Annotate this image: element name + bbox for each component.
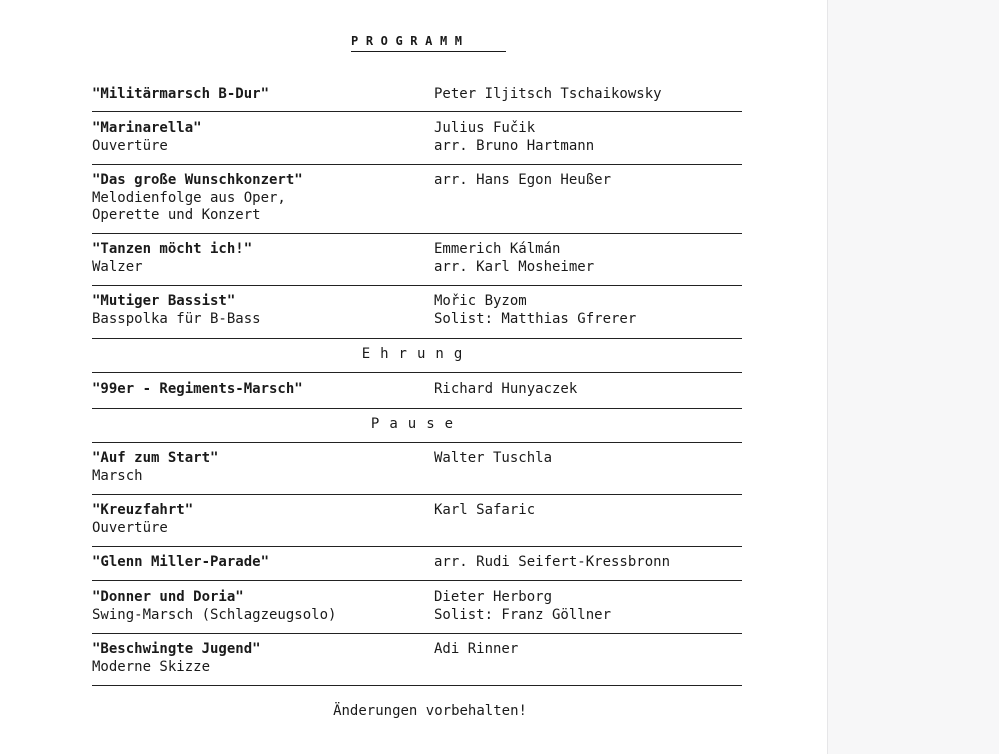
piece-subtitle: Melodienfolge aus Oper, bbox=[92, 189, 286, 206]
composer-column bbox=[434, 172, 744, 190]
composer-line: arr. Hans Egon Heußer bbox=[434, 172, 612, 188]
page-edge bbox=[827, 0, 999, 754]
piece-title: "Donner und Doria" bbox=[92, 589, 244, 605]
piece-column bbox=[92, 120, 432, 155]
piece-column bbox=[92, 86, 432, 104]
piece-subtitle: Ouvertüre bbox=[92, 519, 168, 536]
piece-title: "Tanzen möcht ich!" bbox=[92, 241, 253, 257]
composer-line: Solist: Franz Göllner bbox=[434, 606, 612, 623]
composer-column bbox=[434, 554, 744, 572]
composer-column bbox=[434, 641, 744, 659]
piece-subtitle: Marsch bbox=[92, 467, 143, 484]
composer-line: Solist: Matthias Gfrerer bbox=[434, 310, 637, 327]
piece-column bbox=[92, 450, 432, 485]
piece-title: "Mutiger Bassist" bbox=[92, 293, 236, 309]
row-rule bbox=[92, 580, 742, 581]
composer-line: Julius Fučik bbox=[434, 120, 536, 136]
row-rule bbox=[92, 633, 742, 634]
composer-column bbox=[434, 86, 744, 104]
page-title: PROGRAMM bbox=[351, 34, 470, 48]
composer-line: Peter Iljitsch Tschaikowsky bbox=[434, 86, 662, 102]
piece-column bbox=[92, 502, 432, 537]
piece-subtitle: Walzer bbox=[92, 258, 143, 275]
composer-line: Adi Rinner bbox=[434, 641, 519, 657]
composer-column bbox=[434, 293, 744, 328]
composer-column bbox=[434, 381, 744, 399]
piece-column bbox=[92, 641, 432, 676]
page-edge-line bbox=[827, 0, 828, 754]
footer-note: Änderungen vorbehalten! bbox=[333, 703, 527, 719]
title-underline bbox=[351, 51, 506, 52]
piece-title: "Kreuzfahrt" bbox=[92, 502, 194, 518]
piece-title: "Auf zum Start" bbox=[92, 450, 219, 466]
composer-line: arr. Rudi Seifert-Kressbronn bbox=[434, 554, 671, 570]
composer-column bbox=[434, 589, 744, 624]
row-rule bbox=[92, 338, 742, 339]
piece-column bbox=[92, 241, 432, 276]
row-rule bbox=[92, 408, 742, 409]
piece-subtitle: Ouvertüre bbox=[92, 137, 168, 154]
piece-title: "Beschwingte Jugend" bbox=[92, 641, 261, 657]
row-rule bbox=[92, 164, 742, 165]
composer-line: Richard Hunyaczek bbox=[434, 381, 578, 397]
piece-title: "Das große Wunschkonzert" bbox=[92, 172, 303, 188]
row-rule bbox=[92, 285, 742, 286]
composer-column bbox=[434, 450, 744, 468]
row-rule bbox=[92, 442, 742, 443]
piece-title: "Militärmarsch B-Dur" bbox=[92, 86, 270, 102]
section-divider-pause: Pause bbox=[370, 416, 464, 432]
piece-subtitle: Operette und Konzert bbox=[92, 207, 261, 223]
composer-line: arr. Bruno Hartmann bbox=[434, 137, 595, 154]
composer-line: Walter Tuschla bbox=[434, 450, 553, 466]
piece-title: "Glenn Miller-Parade" bbox=[92, 554, 270, 570]
piece-title: "Marinarella" bbox=[92, 120, 202, 136]
composer-column bbox=[434, 502, 744, 520]
piece-column bbox=[92, 172, 432, 225]
row-rule bbox=[92, 685, 742, 686]
row-rule bbox=[92, 233, 742, 234]
piece-column bbox=[92, 554, 432, 572]
row-rule bbox=[92, 372, 742, 373]
composer-line: arr. Karl Mosheimer bbox=[434, 258, 595, 275]
row-rule bbox=[92, 111, 742, 112]
piece-subtitle: Basspolka für B-Bass bbox=[92, 310, 261, 327]
piece-title: "99er - Regiments-Marsch" bbox=[92, 381, 303, 397]
composer-line: Karl Safaric bbox=[434, 502, 536, 518]
composer-column bbox=[434, 120, 744, 155]
composer-line: Dieter Herborg bbox=[434, 589, 553, 605]
row-rule bbox=[92, 546, 742, 547]
piece-column bbox=[92, 293, 432, 328]
composer-line: Emmerich Kálmán bbox=[434, 241, 561, 257]
row-rule bbox=[92, 494, 742, 495]
piece-column bbox=[92, 381, 432, 399]
section-divider-ehrung: Ehrung bbox=[361, 346, 473, 362]
composer-column bbox=[434, 241, 744, 276]
piece-subtitle: Swing-Marsch (Schlagzeugsolo) bbox=[92, 606, 337, 623]
composer-line: Mořic Byzom bbox=[434, 293, 527, 309]
piece-subtitle: Moderne Skizze bbox=[92, 658, 211, 675]
piece-column bbox=[92, 589, 432, 624]
